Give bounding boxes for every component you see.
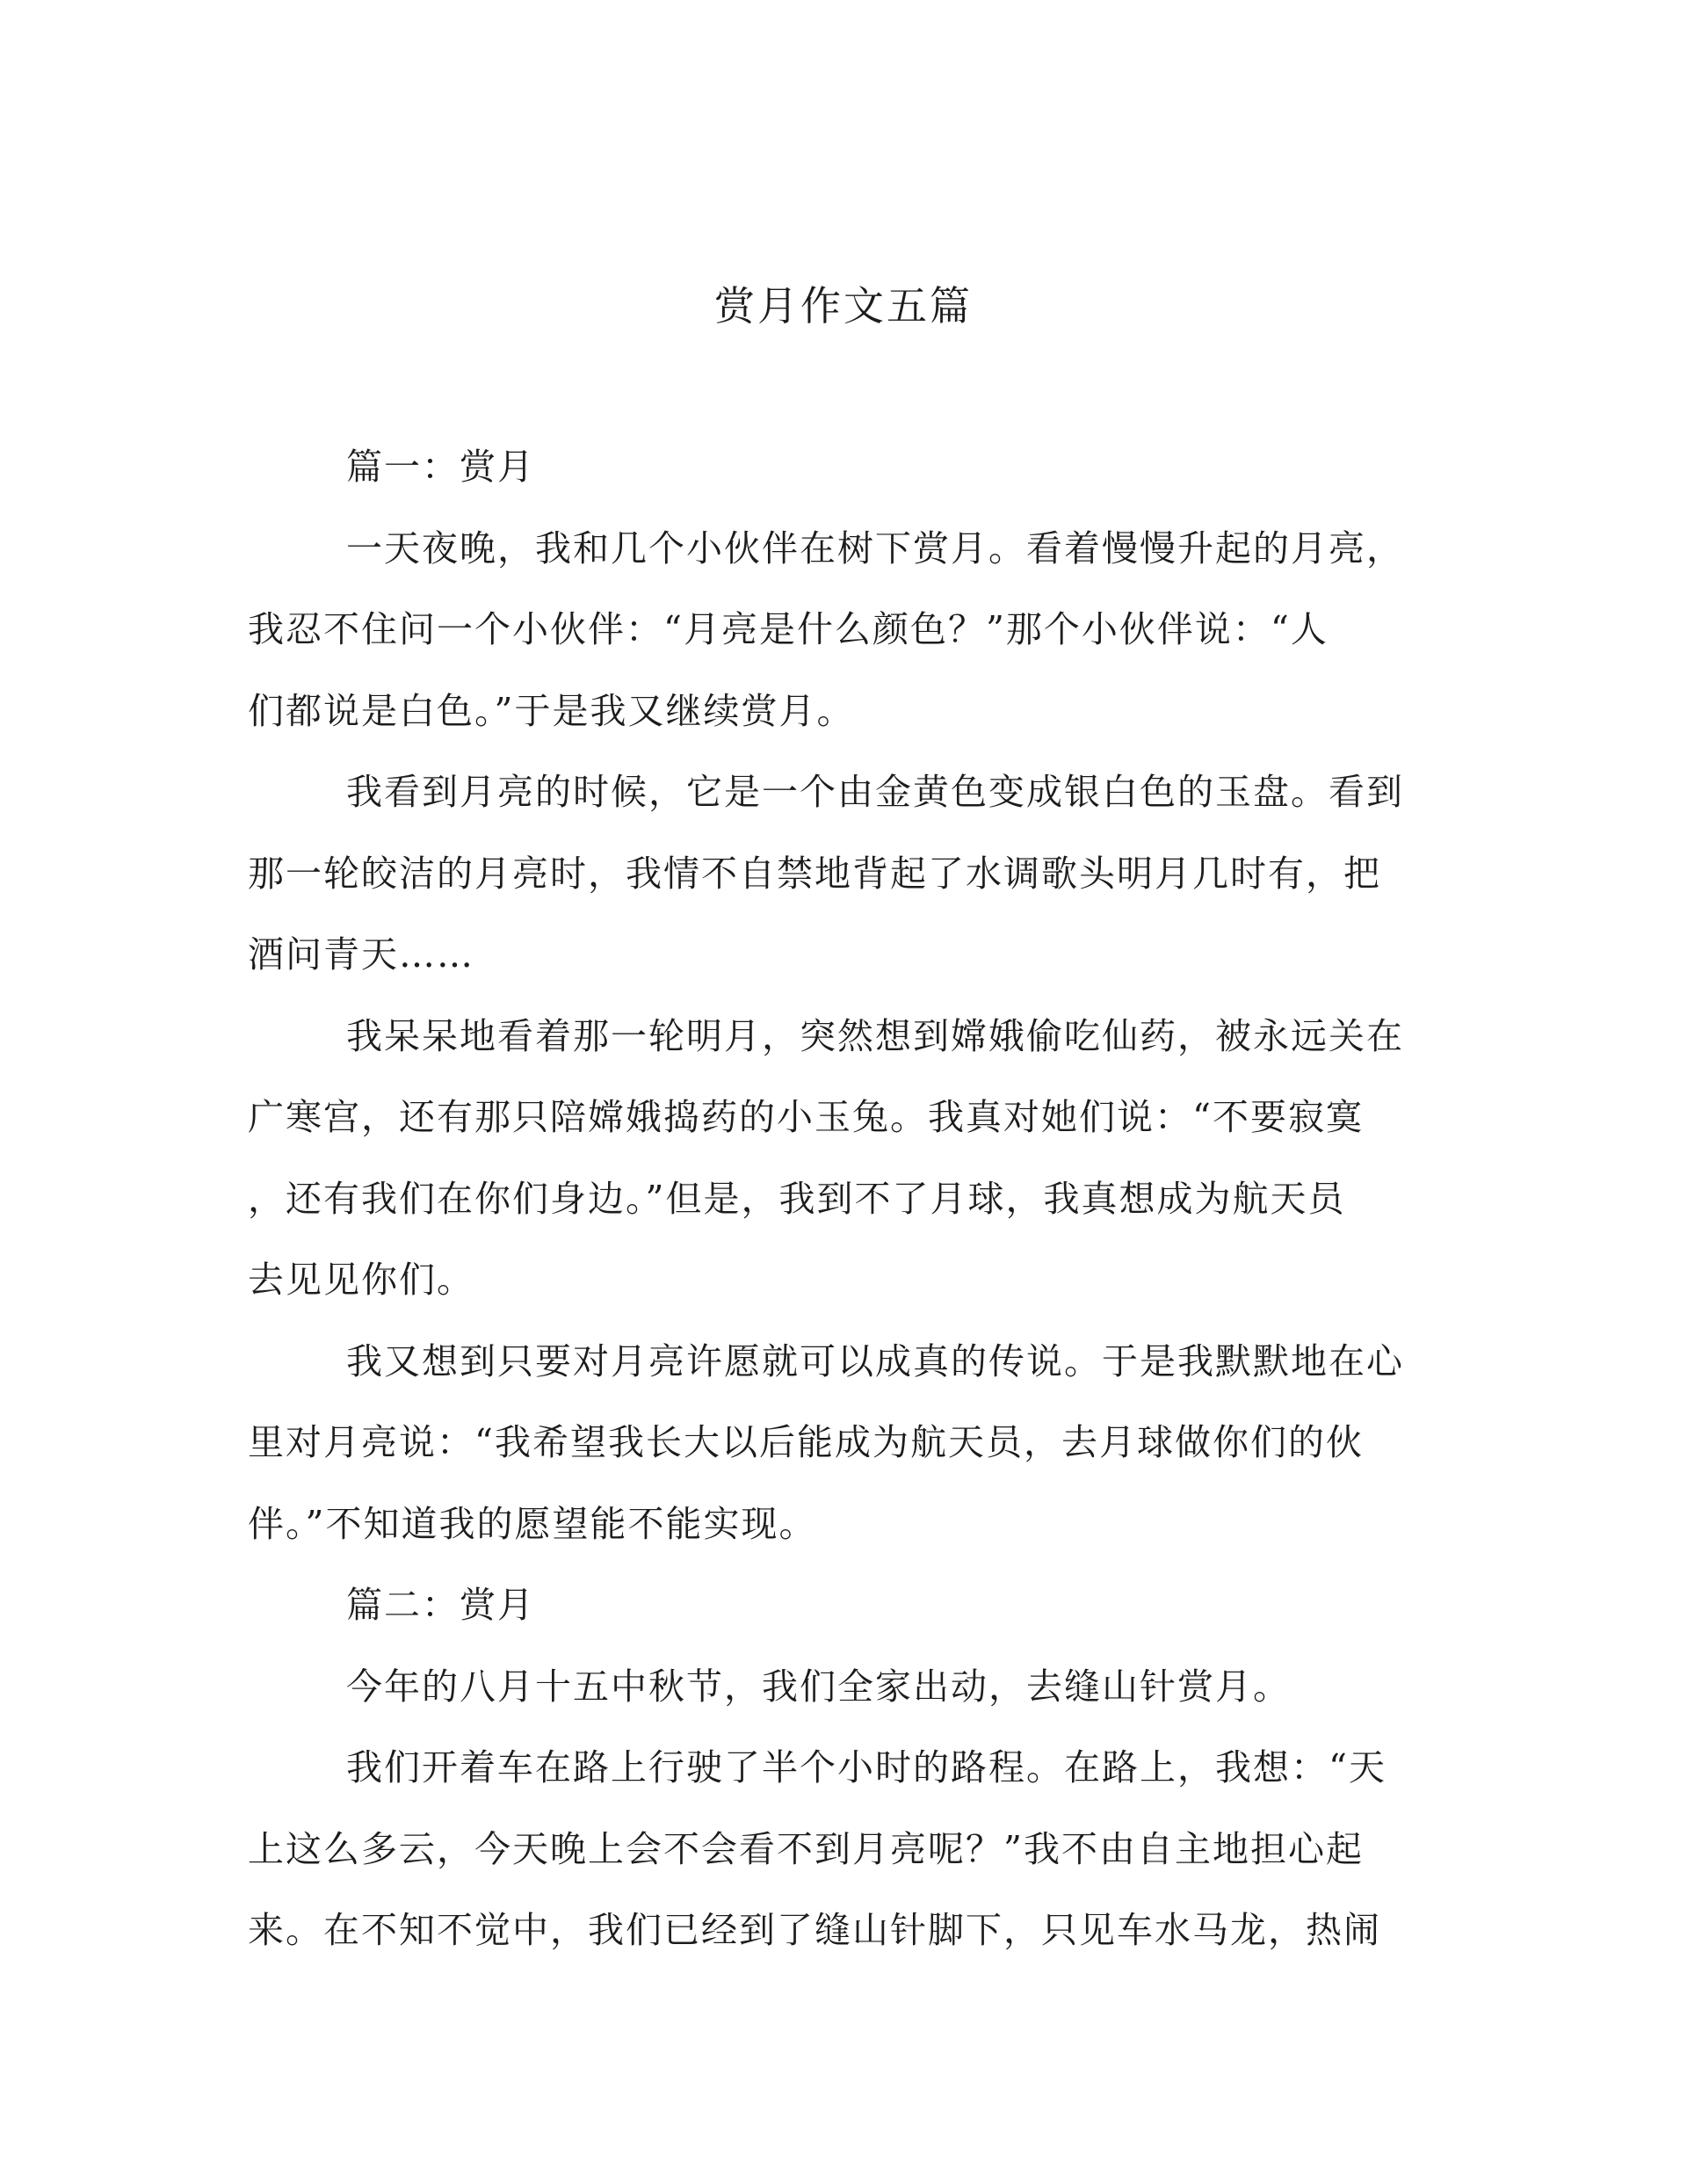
paragraph-line: 我们开着车在路上行驶了半个小时的路程。在路上，我想：“天 [346, 1746, 1387, 1789]
paragraph-line: 我忍不住问一个小伙伴：“月亮是什么颜色？”那个小伙伴说：“人 [248, 608, 1329, 650]
paragraph-line: 我又想到只要对月亮许愿就可以成真的传说。于是我默默地在心 [346, 1340, 1404, 1382]
document-title: 赏月作文五篇 [714, 282, 973, 330]
paragraph-line: ，还有我们在你们身边。”但是，我到不了月球，我真想成为航天员 [248, 1178, 1346, 1220]
section-heading: 篇一：赏月 [346, 446, 535, 488]
paragraph-line: 们都说是白色。”于是我又继续赏月。 [248, 690, 855, 732]
paragraph-line: 我呆呆地看着那一轮明月，突然想到嫦娥偷吃仙药，被永远关在 [346, 1015, 1404, 1057]
paragraph-line: 上这么多云，今天晚上会不会看不到月亮呢？”我不由自主地担心起 [248, 1828, 1364, 1870]
paragraph-line: 里对月亮说：“我希望我长大以后能成为航天员，去月球做你们的伙 [248, 1421, 1364, 1463]
paragraph-line: 广寒宫，还有那只陪嫦娥捣药的小玉兔。我真对她们说：“不要寂寞 [248, 1096, 1364, 1138]
paragraph-line: 一天夜晚，我和几个小伙伴在树下赏月。看着慢慢升起的月亮， [346, 527, 1404, 570]
section-heading: 篇二：赏月 [346, 1584, 535, 1626]
paragraph-line: 去见见你们。 [248, 1259, 474, 1301]
paragraph-line: 我看到月亮的时候，它是一个由金黄色变成银白色的玉盘。看到 [346, 771, 1404, 813]
paragraph-line: 那一轮皎洁的月亮时，我情不自禁地背起了水调歌头明月几时有，把 [248, 853, 1381, 895]
paragraph-line: 酒问青天…… [248, 933, 474, 976]
paragraph-line: 来。在不知不觉中，我们已经到了缝山针脚下，只见车水马龙，热闹 [248, 1909, 1381, 1951]
paragraph-line: 伴。”不知道我的愿望能不能实现。 [248, 1503, 817, 1545]
paragraph-line: 今年的八月十五中秋节，我们全家出动，去缝山针赏月。 [346, 1665, 1291, 1708]
